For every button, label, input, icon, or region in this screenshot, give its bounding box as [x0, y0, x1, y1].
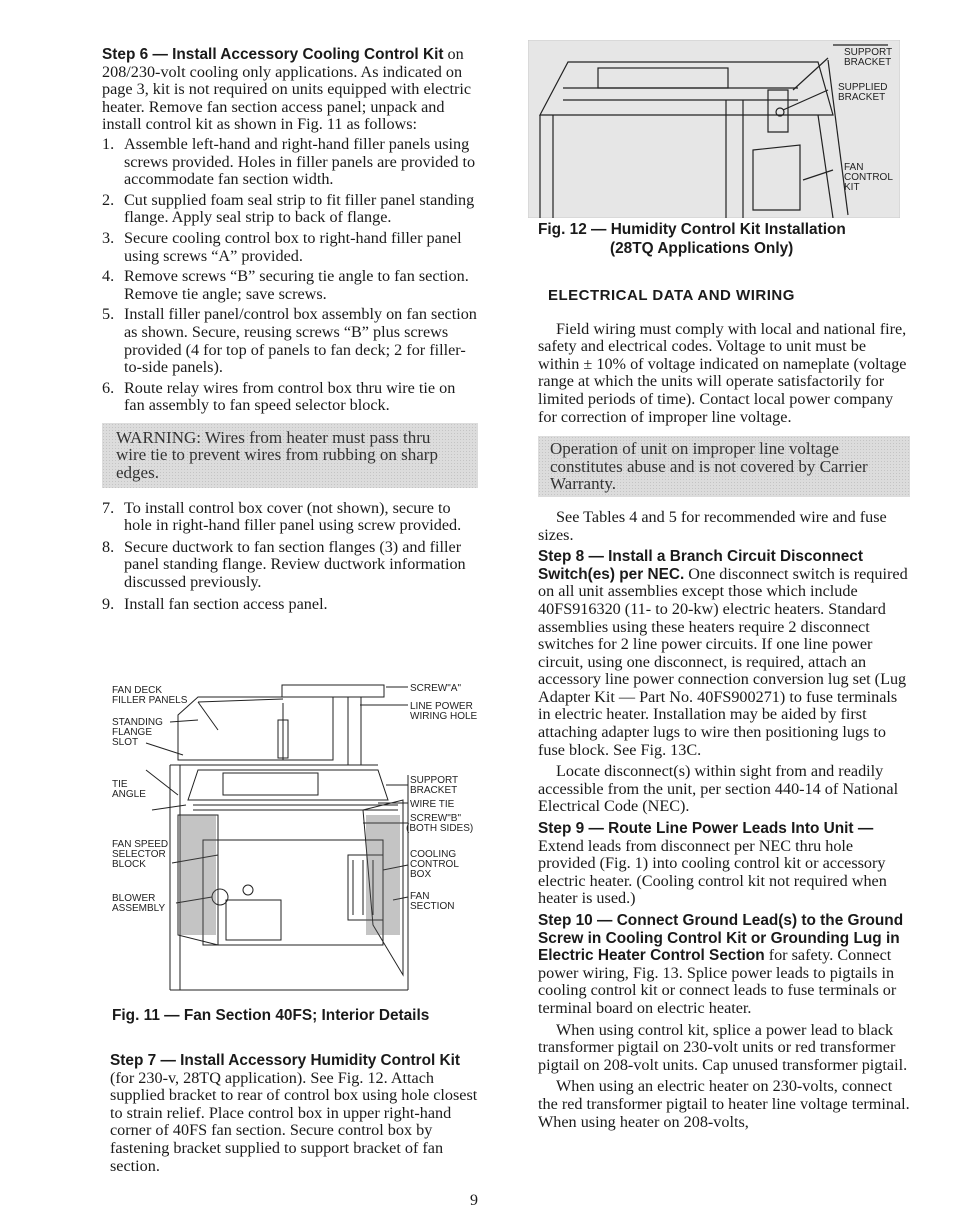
right-column — [538, 287, 910, 1131]
label-slot: SLOT — [112, 737, 139, 748]
label-line-power: LINE POWER — [410, 701, 473, 712]
label-screw-b: SCREW"B" — [410, 813, 461, 824]
fig12-diagram — [528, 40, 900, 218]
label-cooling: COOLING — [410, 849, 457, 860]
step7-paragraph — [110, 1052, 482, 1175]
label-assembly: ASSEMBLY — [112, 903, 166, 914]
step6-paragraph — [102, 46, 478, 134]
label-selector: SELECTOR — [112, 849, 166, 860]
label-filler-panels: FILLER PANELS — [112, 695, 188, 706]
label-both-sides: (BOTH SIDES) — [406, 823, 474, 834]
step8-heading: Step 8 — Install a Branch Circuit Disconnect Switch(es) per NEC. — [538, 548, 863, 583]
fig12-caption-line1: Fig. 12 — Humidity Control Kit Installation — [538, 221, 846, 238]
electrical-p2: See Tables 4 and 5 for recommended wire and fuse sizes. — [538, 507, 887, 544]
label-wire-tie: WIRE TIE — [410, 799, 455, 810]
fig11-diagram — [108, 675, 488, 1000]
label-kit: KIT — [844, 182, 860, 193]
step7-text: (for 230-v, 28TQ application). See Fig. 12. Attach supplied bracket to rear of control box using hole closest to strain relief. Place control box in upper right-hand corner of 40FS fan section. Secure control box by fastening bracket supplied to support bracket of fan section. — [110, 1068, 478, 1175]
list-item: 3. Secure cooling control box to right-hand filler panel using screws “A” provided. — [102, 228, 462, 265]
step8-text: One disconnect switch is required on all unit assemblies except those which include 40FS916320 (11- to 20-kw) electric heaters. Standard assemblies using these heaters require 2 disconnect switches for 2 line power circuits. If one line power circuit, using one disconnect, is required, attach an accessory line power connection conversion lug set (Lug Adapter Kit — Part No. 40FS900271) to fuse terminals in electric heater. Installation may be aided by first attaching adapter lugs to wire then positioning lugs to fuse block. See Fig. 13C. — [538, 564, 908, 759]
step7-block — [110, 1052, 482, 1175]
label-supplied: SUPPLIED — [838, 82, 888, 93]
label-control: CONTROL — [410, 859, 459, 870]
step10-paragraph — [538, 912, 910, 1018]
page-number: 9 — [470, 1192, 478, 1209]
step10-heading: Step 10 — Connect Ground Lead(s) to the Ground Screw in Cooling Control Kit or Grounding Lug in Electric Heater Control Section — [538, 912, 904, 965]
list-item: 9. Install fan section access panel. — [102, 594, 328, 613]
step6-heading: Step 6 — Install Accessory Cooling Control Kit — [102, 46, 444, 63]
electrical-title: ELECTRICAL DATA AND WIRING — [548, 287, 795, 304]
list-item: 8. Secure ductwork to fan section flanges (3) and filler panel standing flange. Review ductwork information discussed previously. — [102, 537, 466, 592]
step8-p2: Locate disconnect(s) within sight from and readily accessible from the unit, per section 440-14 of National Electrical Code (NEC). — [538, 762, 899, 816]
step9-paragraph — [538, 820, 910, 908]
label-blower: BLOWER — [112, 893, 156, 904]
label-fan-deck: FAN DECK — [112, 685, 163, 696]
label-angle: ANGLE — [112, 789, 146, 800]
list-item: 1. Assemble left-hand and right-hand filler panels using screws provided. Holes in filler panels are provided to accommodate fan section width. — [102, 134, 476, 189]
label-bracket: BRACKET — [844, 57, 892, 68]
electrical-p1: Field wiring must comply with local and national fire, safety and electrical codes. Voltage to unit must be within ± 10% of voltage indicated on nameplate (voltage range at which the units will operate satisfactorily for limited periods of time). Contact local power company for correction of improper line voltage. — [538, 319, 907, 426]
label-fan-speed: FAN SPEED — [112, 839, 169, 850]
step8-paragraph — [538, 548, 910, 759]
list-item: 6. Route relay wires from control box thru wire tie on fan assembly to fan speed selector block. — [102, 378, 456, 415]
label-flange: FLANGE — [112, 727, 153, 738]
step6-intro: on 208/230-volt cooling only applications. As indicated on page 3, kit is not required on units equipped with electric heater. Remove fan section access panel; unpack and install control kit as shown in Fig. 11 as follows: — [102, 45, 472, 134]
warning-box: WARNING: Wires from heater must pass thru wire tie to prevent wires from rubbing on sharp edges. — [102, 423, 478, 488]
list-item: 7. To install control box cover (not shown), secure to hole in right-hand filler panel using screw provided. — [102, 498, 462, 535]
notice-box: Operation of unit on improper line voltage constitutes abuse and is not covered by Carrier Warranty. — [538, 436, 910, 497]
fig12-caption-line2: (28TQ Applications Only) — [610, 240, 794, 257]
label-section: SECTION — [410, 901, 455, 912]
step10-p2: When using control kit, splice a power lead to black transformer pigtail on 230-volt units or red transformer pigtail on 208-volt units. Cap unused transformer pigtail. — [538, 1020, 908, 1074]
step9-heading: Step 9 — Route Line Power Leads Into Unit — — [538, 820, 874, 838]
list-item: 4. Remove screws “B” securing tie angle to fan section. Remove tie angle; save screws. — [102, 267, 469, 303]
label-support: SUPPORT — [844, 47, 893, 58]
label-box: BOX — [410, 869, 432, 880]
label-bracket-2: BRACKET — [838, 92, 886, 103]
label-control: CONTROL — [844, 172, 893, 183]
label-fan: FAN — [844, 162, 864, 173]
label-fan: FAN — [410, 891, 430, 902]
step7-heading: Step 7 — Install Accessory Humidity Control Kit — [110, 1052, 461, 1069]
label-tie: TIE — [112, 779, 128, 790]
label-standing: STANDING — [112, 717, 163, 728]
step10-p3: When using an electric heater on 230-volts, connect the red transformer pigtail to heater line voltage terminal. When using heater on 208-volts, — [538, 1077, 910, 1131]
label-wiring-hole: WIRING HOLE — [410, 711, 478, 722]
label-support: SUPPORT — [410, 775, 459, 786]
step10-text: for safety. Connect power wiring, Fig. 13. Splice power leads to pigtails in cooling control kit or connect leads to fuse terminals or terminal board on electric heater. — [538, 946, 897, 1017]
fig12-caption — [538, 220, 910, 258]
step6-list-continued — [102, 500, 478, 614]
step6-list — [102, 136, 478, 415]
list-item: 5. Install filler panel/control box assembly on fan section as shown. Secure, reusing screws “B” plus screws provided (4 for top of panels to fan deck; 2 for filler-to-side panels). — [102, 305, 477, 377]
label-block: BLOCK — [112, 859, 146, 870]
list-item: 2. Cut supplied foam seal strip to fit filler panel standing flange. Apply seal strip to back of flange. — [102, 190, 475, 227]
label-bracket: BRACKET — [410, 785, 458, 796]
label-screw-a: SCREW"A" — [410, 683, 461, 694]
step9-text: Extend leads from disconnect per NEC thru hole provided (Fig. 1) into cooling control kit or accessory electric heater. (Cooling control kit not required when heater is used.) — [538, 836, 887, 908]
left-column — [102, 46, 478, 613]
fig11-caption: Fig. 11 — Fan Section 40FS; Interior Details — [112, 1007, 430, 1024]
